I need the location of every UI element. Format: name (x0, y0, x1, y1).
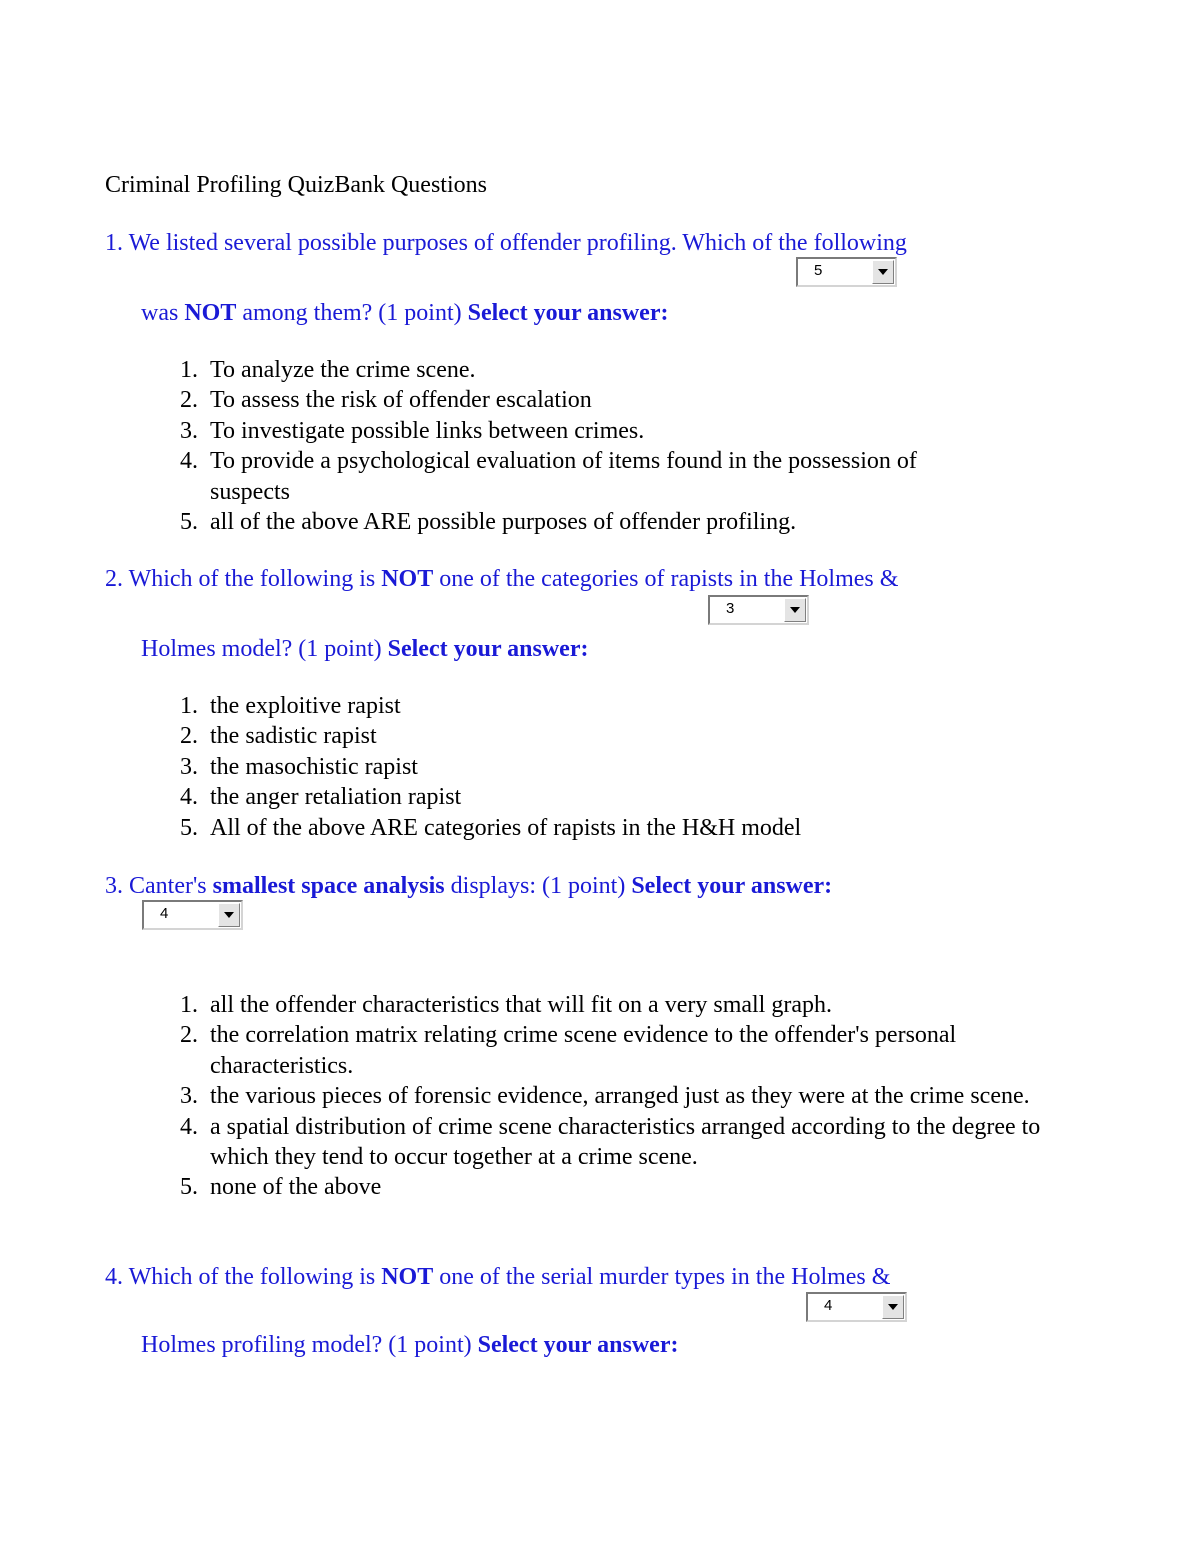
list-item (180, 1020, 1060, 1081)
option-number: 2. (180, 387, 198, 414)
option-number: 5. (180, 1174, 198, 1201)
chevron-down-icon (790, 607, 800, 613)
question-3-number: 3. (105, 873, 123, 899)
option-number: 3. (180, 417, 198, 444)
option-text: all the offender characteristics that will fit on a very small graph. (210, 992, 832, 1018)
question-4-dropdown-button[interactable] (882, 1295, 904, 1319)
question-4-line-1 (105, 1262, 890, 1292)
question-4-text-1a: Which of the following is (128, 1264, 382, 1290)
option-number: 1. (180, 992, 198, 1018)
option-text: To provide a psychological evaluation of items found in the possession of suspects (210, 448, 917, 505)
option-number: 3. (180, 1083, 198, 1110)
chevron-down-icon (878, 269, 888, 275)
question-3-term-emphasis: smallest space analysis (212, 873, 445, 899)
question-4-text-1b: one of the serial murder types in the Holmes & (433, 1264, 891, 1290)
option-number: 4. (180, 448, 198, 475)
option-number: 4. (180, 784, 198, 811)
question-4-answer-select[interactable] (806, 1292, 907, 1322)
question-2-selected-value: 3 (726, 600, 735, 617)
question-1-text-1: We listed several possible purposes of offender profiling. Which of the following (128, 230, 907, 256)
question-2-text-1b: one of the categories of rapists in the Holmes & (433, 566, 899, 592)
question-4-not-emphasis: NOT (381, 1264, 434, 1290)
question-2-number: 2. (105, 566, 123, 592)
option-number: 4. (180, 1113, 198, 1140)
option-number: 5. (180, 814, 198, 841)
question-1-text-2b: among them? (1 point) (236, 300, 468, 326)
question-4-selected-value: 4 (824, 1297, 833, 1314)
list-item (180, 416, 1060, 446)
list-item (180, 355, 1060, 385)
list-item (180, 507, 1060, 537)
question-3-answer-select[interactable] (142, 900, 243, 930)
list-item (180, 721, 1060, 751)
option-number: 1. (180, 693, 198, 719)
option-text: the masochistic rapist (210, 753, 418, 780)
question-1-number: 1. (105, 230, 123, 256)
question-2-line-2 (141, 634, 588, 664)
list-item (180, 446, 1060, 507)
chevron-down-icon (224, 912, 234, 918)
question-1-dropdown-button[interactable] (872, 260, 894, 284)
question-4-text-2: Holmes profiling model? (1 point) (141, 1332, 478, 1358)
question-3-select-prompt: Select your answer: (631, 873, 833, 899)
question-3-dropdown-button[interactable] (218, 903, 240, 927)
question-2-not-emphasis: NOT (381, 566, 434, 592)
list-item (180, 990, 1060, 1020)
question-4-select-prompt: Select your answer: (477, 1332, 679, 1358)
list-item (180, 385, 1060, 415)
question-2-text-2: Holmes model? (1 point) (141, 636, 388, 662)
question-3-options (180, 990, 1060, 1203)
question-3-selected-value: 4 (160, 905, 169, 922)
question-2-options (180, 691, 1060, 843)
option-text: a spatial distribution of crime scene characteristics arranged according to the degree to which they tend to occur together at a crime scene. (210, 1113, 1041, 1171)
question-1-answer-select[interactable] (796, 257, 897, 287)
question-1-line-2 (141, 298, 668, 328)
question-4-number: 4. (105, 1264, 123, 1290)
list-item (180, 752, 1060, 782)
list-item (180, 1081, 1060, 1111)
option-text: the sadistic rapist (210, 723, 377, 750)
option-number: 2. (180, 723, 198, 750)
question-1-selected-value: 5 (814, 262, 823, 279)
chevron-down-icon (888, 1304, 898, 1310)
option-text: all of the above ARE possible purposes of offender profiling. (210, 509, 797, 536)
option-text: none of the above (210, 1174, 382, 1201)
list-item (180, 813, 1060, 843)
list-item (180, 1112, 1060, 1173)
option-text: To assess the risk of offender escalation (210, 387, 592, 414)
list-item (180, 691, 1060, 721)
question-3-text-1b: displays: (1 point) (444, 873, 632, 899)
option-text: To analyze the crime scene. (210, 357, 476, 383)
question-1-text-2a: was (141, 300, 185, 326)
question-2-answer-select[interactable] (708, 595, 809, 625)
question-3-line-1 (105, 871, 832, 901)
question-2-dropdown-button[interactable] (784, 598, 806, 622)
option-text: the anger retaliation rapist (210, 784, 462, 811)
list-item (180, 1172, 1060, 1202)
question-1-not-emphasis: NOT (184, 300, 237, 326)
document-title: Criminal Profiling QuizBank Questions (105, 172, 487, 198)
question-1-options (180, 355, 1060, 537)
question-2-select-prompt: Select your answer: (387, 636, 589, 662)
question-3-text-1a: Canter's (129, 873, 213, 899)
option-number: 5. (180, 509, 198, 536)
option-number: 2. (180, 1022, 198, 1049)
option-text: To investigate possible links between crimes. (210, 417, 645, 444)
question-2-line-1 (105, 564, 898, 594)
question-4-line-2 (141, 1330, 678, 1360)
option-number: 1. (180, 357, 198, 383)
question-1-line-1 (105, 228, 907, 258)
option-text: All of the above ARE categories of rapists in the H&H model (210, 814, 802, 841)
option-number: 3. (180, 753, 198, 780)
list-item (180, 782, 1060, 812)
option-text: the exploitive rapist (210, 693, 401, 719)
option-text: the various pieces of forensic evidence, arranged just as they were at the crime scene. (210, 1083, 1030, 1110)
option-text: the correlation matrix relating crime scene evidence to the offender's personal characteristics. (210, 1022, 957, 1079)
question-1-select-prompt: Select your answer: (467, 300, 669, 326)
question-2-text-1a: Which of the following is (128, 566, 382, 592)
